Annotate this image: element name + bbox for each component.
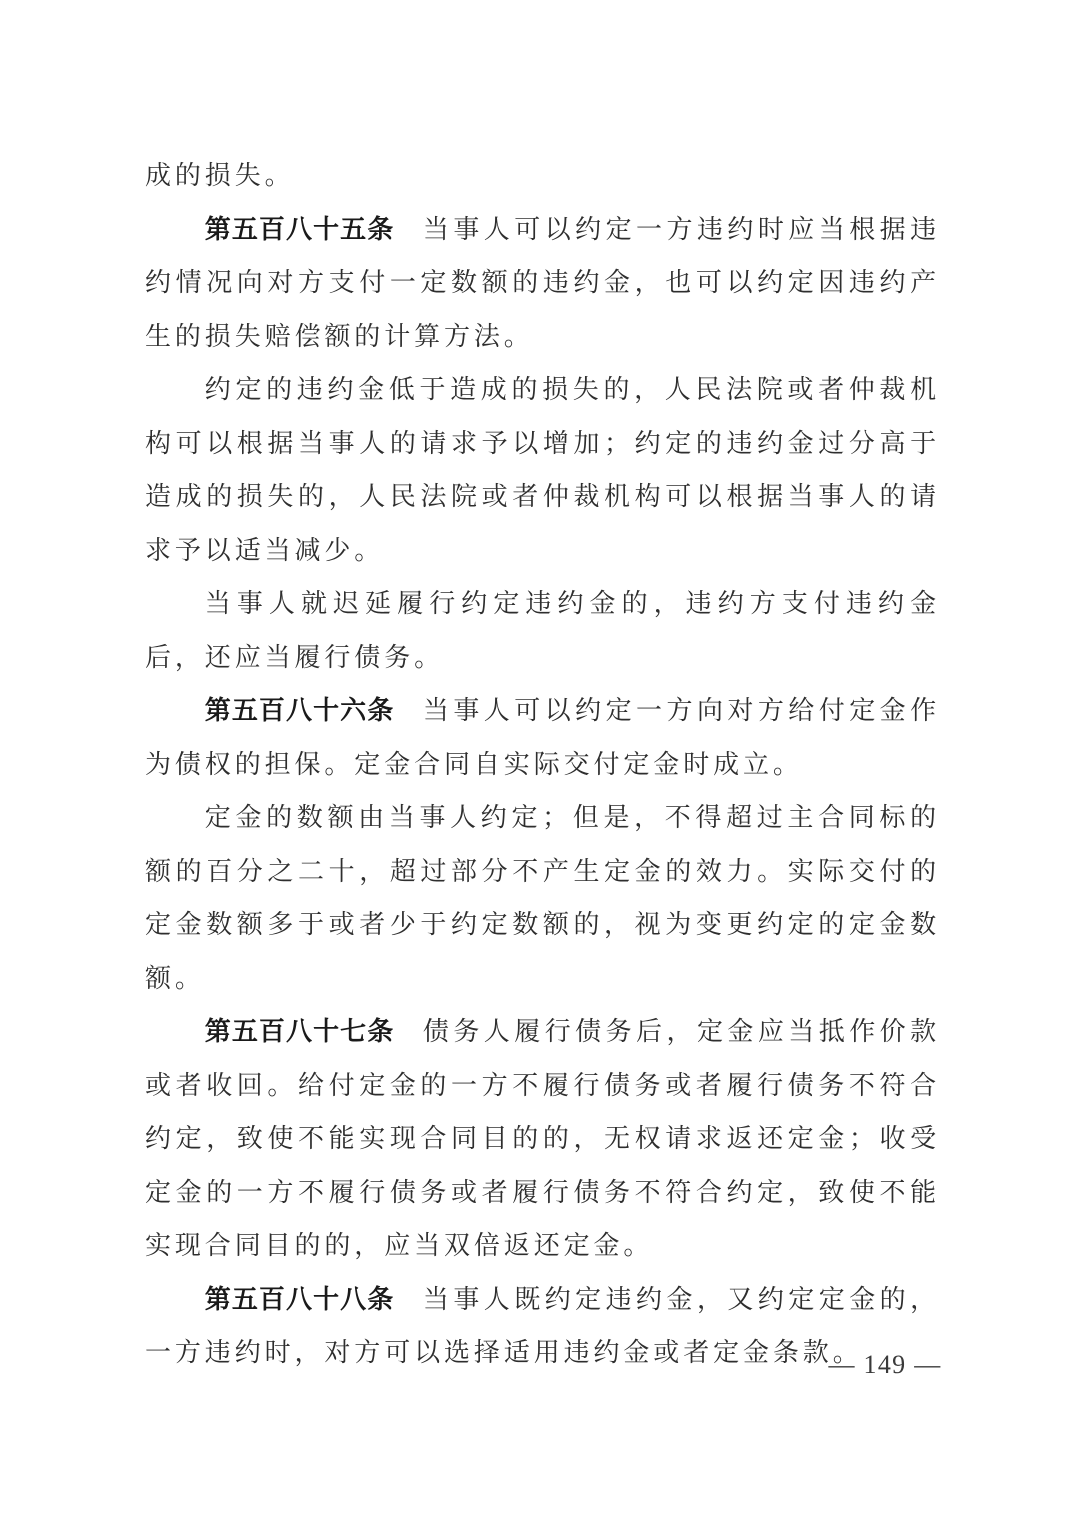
article-title: 第五百八十五条: [204, 214, 395, 245]
paragraph-text: 当事人既约定违约金，又约定定金的，一方违约时，对方可以选择适用违约金或者定金条款。: [145, 1284, 940, 1368]
article-585: [145, 204, 940, 365]
paragraph-text: 定金的数额由当事人约定；但是，不得超过主合同标的额的百分之二十，超过部分不产生定金的效力。实际交付的定金数额多于或者少于约定数额的，视为变更约定的定金数额。: [145, 803, 940, 994]
body-text: [145, 150, 940, 1381]
paragraph-text: 债务人履行债务后，定金应当抵作价款或者收回。给付定金的一方不履行债务或者履行债务不符合约定，致使不能实现合同目的的，无权请求返还定金；收受定金的一方不履行债务或者履行债务不符合约定，致使不能实现合同目的的，应当双倍返还定金。: [145, 1017, 940, 1261]
paragraph-continuation: [145, 150, 940, 204]
paragraph-text: 当事人就迟延履行约定违约金的，违约方支付违约金后，还应当履行债务。: [145, 589, 940, 673]
article-title: 第五百八十七条: [204, 1017, 395, 1047]
article-587: [145, 1006, 940, 1274]
article-title: 第五百八十六条: [204, 696, 395, 726]
page-number: — 149 —: [828, 1350, 942, 1379]
paragraph-text: 当事人可以约定一方违约时应当根据违约情况向对方支付一定数额的违约金，也可以约定因违约产生的损失赔偿额的计算方法。: [145, 214, 940, 352]
paragraph: [145, 792, 940, 1006]
paragraph-text: 当事人可以约定一方向对方给付定金作为债权的担保。定金合同自实际交付定金时成立。: [145, 696, 940, 780]
article-title: 第五百八十八条: [204, 1284, 395, 1315]
article-586: [145, 685, 940, 792]
paragraph: [145, 364, 940, 578]
paragraph-text: 约定的违约金低于造成的损失的，人民法院或者仲裁机构可以根据当事人的请求予以增加；约定的违约金过分高于造成的损失的，人民法院或者仲裁机构可以根据当事人的请求予以适当减少。: [145, 375, 940, 566]
paragraph-text: 成的损失。: [145, 161, 295, 191]
paragraph: [145, 578, 940, 685]
